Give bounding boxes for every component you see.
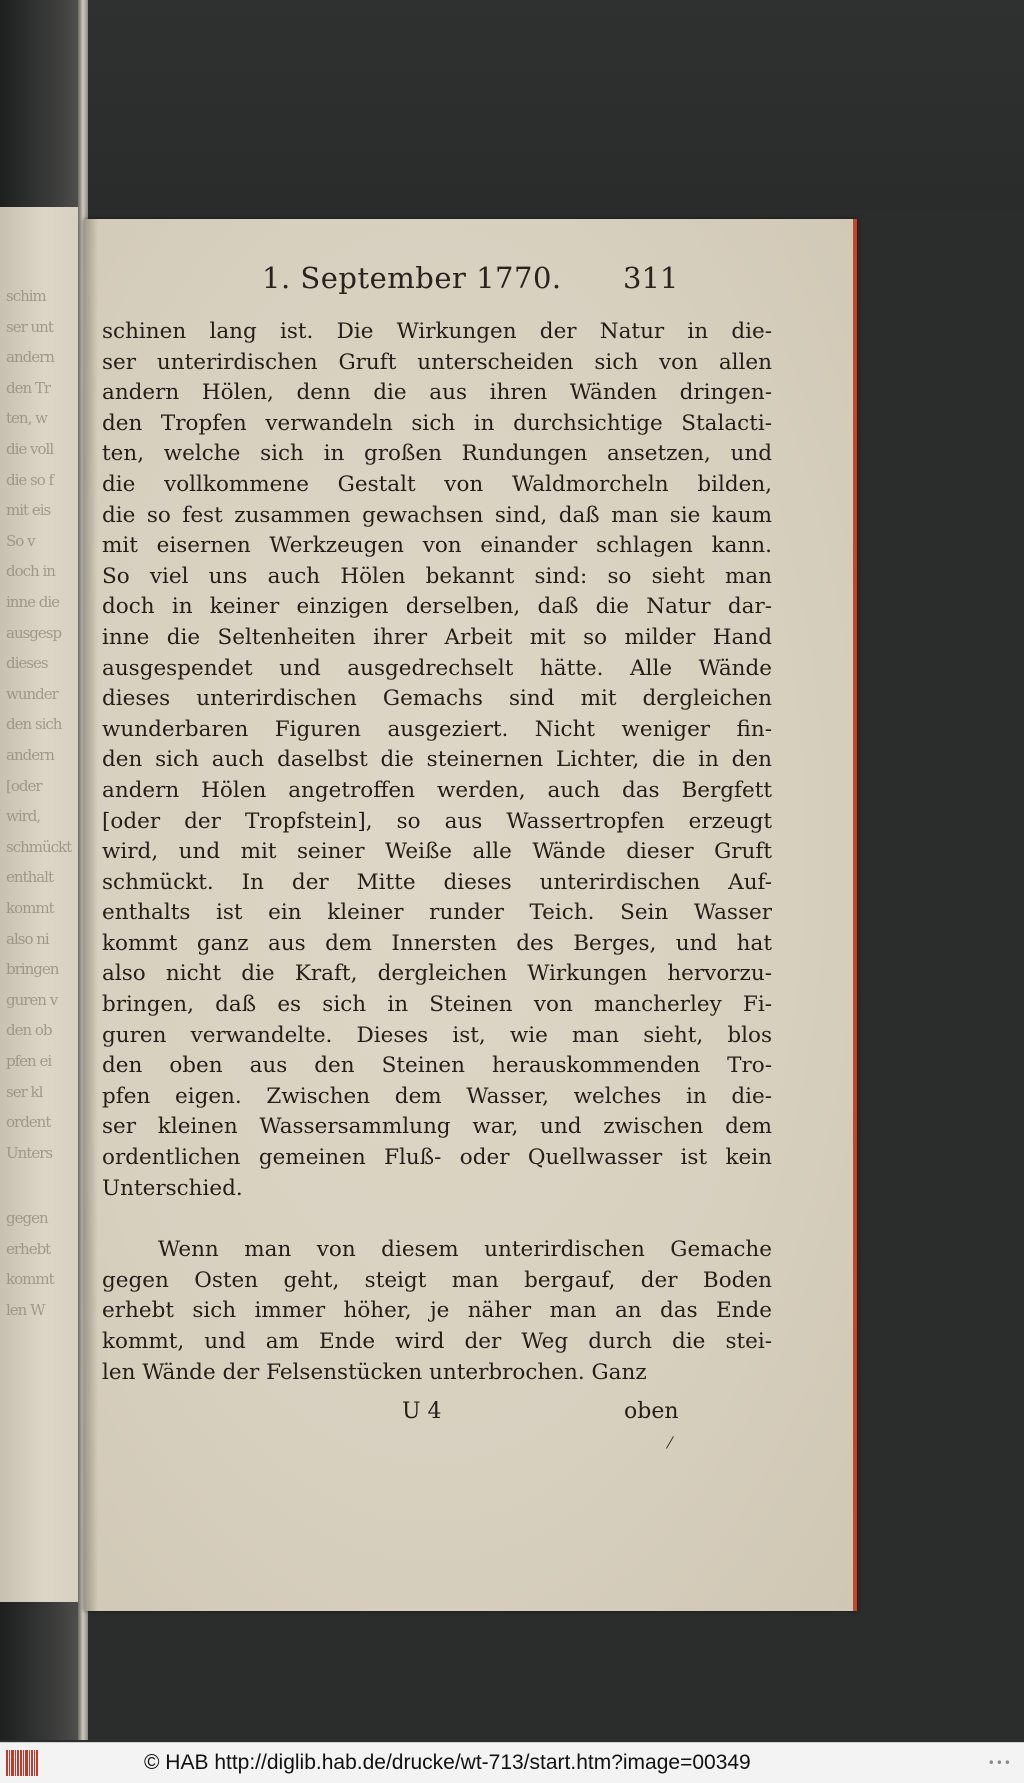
- bleed-through-text: den ob: [6, 1021, 52, 1040]
- bleed-through-text: die so f: [6, 470, 54, 489]
- text-line: ser kleinen Wassersammlung war, und zwischen dem: [102, 1114, 772, 1140]
- bleed-through-text: pfen ei: [6, 1052, 52, 1070]
- text-line: also nicht die Kraft, dergleichen Wirkungen hervorzu-: [102, 961, 772, 987]
- text-line: wird, und mit seiner Weiße alle Wände dieser Gruft: [102, 839, 772, 865]
- text-line: enthalts ist ein kleiner runder Teich. Sein Wasser: [102, 900, 772, 926]
- status-bar: [0, 1742, 1024, 1783]
- bleed-through-text: ten, w: [6, 409, 47, 428]
- ink-mark: [666, 1436, 679, 1452]
- running-head: 1. September 1770.: [262, 261, 562, 295]
- text-line: den Tropfen verwandeln sich in durchsichtige Stalacti-: [102, 410, 772, 436]
- text-line: kommt, und am Ende wird der Weg durch die stei-: [102, 1329, 772, 1354]
- bleed-through-text: So v: [6, 531, 35, 550]
- text-line: die so fest zusammen gewachsen sind, daß man sie kaum: [102, 502, 772, 528]
- bleed-through-text: erhebt: [6, 1239, 51, 1258]
- paragraph-gap: [102, 1204, 772, 1235]
- catchword: oben: [624, 1399, 679, 1424]
- bleed-through-text: die voll: [6, 440, 54, 458]
- bleed-through-text: inne die: [6, 593, 60, 611]
- book-page: [84, 219, 857, 1611]
- bleed-through-text: dieses: [6, 654, 48, 673]
- bleed-through-text: den Tr: [6, 378, 51, 397]
- bleed-through-text: also ni: [6, 929, 49, 948]
- bleed-through-text: mit eis: [6, 501, 51, 520]
- bleed-through-text: len W: [6, 1300, 45, 1319]
- barcode-logo-icon: [6, 1750, 46, 1776]
- bleed-through-text: wird,: [6, 807, 41, 826]
- text-line: den oben aus den Steinen herauskommenden Tro-: [102, 1053, 772, 1079]
- bleed-through-text: schmückt: [6, 837, 72, 856]
- text-line: ser unterirdischen Gruft unterscheiden sich von allen: [102, 349, 772, 375]
- text-line: [oder der Tropfstein], so aus Wassertropfen erzeugt: [102, 808, 772, 834]
- bleed-through-text: andern: [6, 348, 54, 367]
- bleed-through-text: ser unt: [6, 317, 53, 336]
- bleed-through-text: ser kl: [6, 1082, 43, 1101]
- text-line: inne die Seltenheiten ihrer Arbeit mit so milder Hand: [102, 624, 772, 650]
- text-line: len Wände der Felsenstücken unterbrochen. Ganz: [102, 1359, 647, 1385]
- text-line: dieses unterirdischen Gemachs sind mit dergleichen: [102, 686, 772, 712]
- facing-page-edge: [0, 207, 88, 1602]
- page-header: [84, 261, 853, 301]
- text-line: andern Hölen angetroffen werden, auch das Bergfett: [102, 777, 772, 803]
- text-line: ausgespendet und ausgedrechselt hätte. Alle Wände: [102, 655, 772, 681]
- text-line: ten, welche sich in großen Rundungen ansetzen, und: [102, 441, 772, 467]
- bleed-through-text: ausgesp: [6, 623, 62, 642]
- copyright-url: © HAB http://diglib.hab.de/drucke/wt-713/start.htm?image=00349: [144, 1751, 751, 1774]
- scan-background: [0, 0, 1024, 210]
- bleed-through-text: gegen: [6, 1209, 48, 1227]
- text-line: schinen lang ist. Die Wirkungen der Natur in die-: [102, 319, 772, 344]
- text-line: mit eisernen Werkzeugen von einander schlagen kann.: [102, 533, 772, 559]
- bleed-through-text: enthalt: [6, 868, 53, 887]
- text-line: ordentlichen gemeinen Fluß- oder Quellwasser ist kein: [102, 1145, 772, 1171]
- body-text: [102, 317, 772, 1388]
- bleed-through-text: kommt: [6, 1270, 54, 1289]
- text-line: erhebt sich immer höher, je näher man an das Ende: [102, 1298, 772, 1324]
- text-line: gegen Osten geht, steigt man bergauf, der Boden: [102, 1267, 772, 1293]
- more-dots-icon[interactable]: •••: [987, 1756, 1012, 1770]
- text-line: pfen eigen. Zwischen dem Wasser, welches in die-: [102, 1083, 772, 1109]
- bleed-through-text: guren v: [6, 990, 58, 1009]
- bleed-through-text: schim: [6, 287, 46, 305]
- text-line: So viel uns auch Hölen bekannt sind: so sieht man: [102, 563, 772, 589]
- text-line: andern Hölen, denn die aus ihren Wänden dringen-: [102, 380, 772, 406]
- bleed-through-text: andern: [6, 746, 54, 764]
- text-line: den sich auch daselbst die steinernen Lichter, die in den: [102, 747, 772, 773]
- text-line: doch in keiner einzigen derselben, daß die Natur dar-: [102, 594, 772, 620]
- page-footer: [84, 1399, 853, 1429]
- bleed-through-text: doch in: [6, 562, 55, 581]
- bleed-through-text: ordent: [6, 1113, 51, 1132]
- text-line: kommt ganz aus dem Innersten des Berges, und hat: [102, 930, 772, 956]
- text-line: Wenn man von diesem unterirdischen Gemache: [158, 1237, 772, 1263]
- bleed-through-text: bringen: [6, 960, 59, 979]
- bleed-through-text: Unters: [6, 1143, 53, 1162]
- text-line: bringen, daß es sich in Steinen von mancherley Fi-: [102, 992, 772, 1018]
- bleed-through-text: den sich: [6, 715, 62, 734]
- text-line: schmückt. In der Mitte dieses unterirdischen Auf-: [102, 869, 772, 895]
- text-line: guren verwandelte. Dieses ist, wie man sieht, blos: [102, 1022, 772, 1048]
- bleed-through-text: kommt: [6, 899, 54, 917]
- text-line: wunderbaren Figuren ausgeziert. Nicht weniger fin-: [102, 716, 772, 742]
- signature-mark: U 4: [402, 1399, 442, 1424]
- text-line: die vollkommene Gestalt von Waldmorcheln bilden,: [102, 471, 772, 497]
- text-line: Unterschied.: [102, 1175, 243, 1201]
- bleed-through-text: wunder: [6, 684, 58, 703]
- page-number: 311: [623, 261, 679, 295]
- bleed-through-text: [oder: [6, 776, 42, 795]
